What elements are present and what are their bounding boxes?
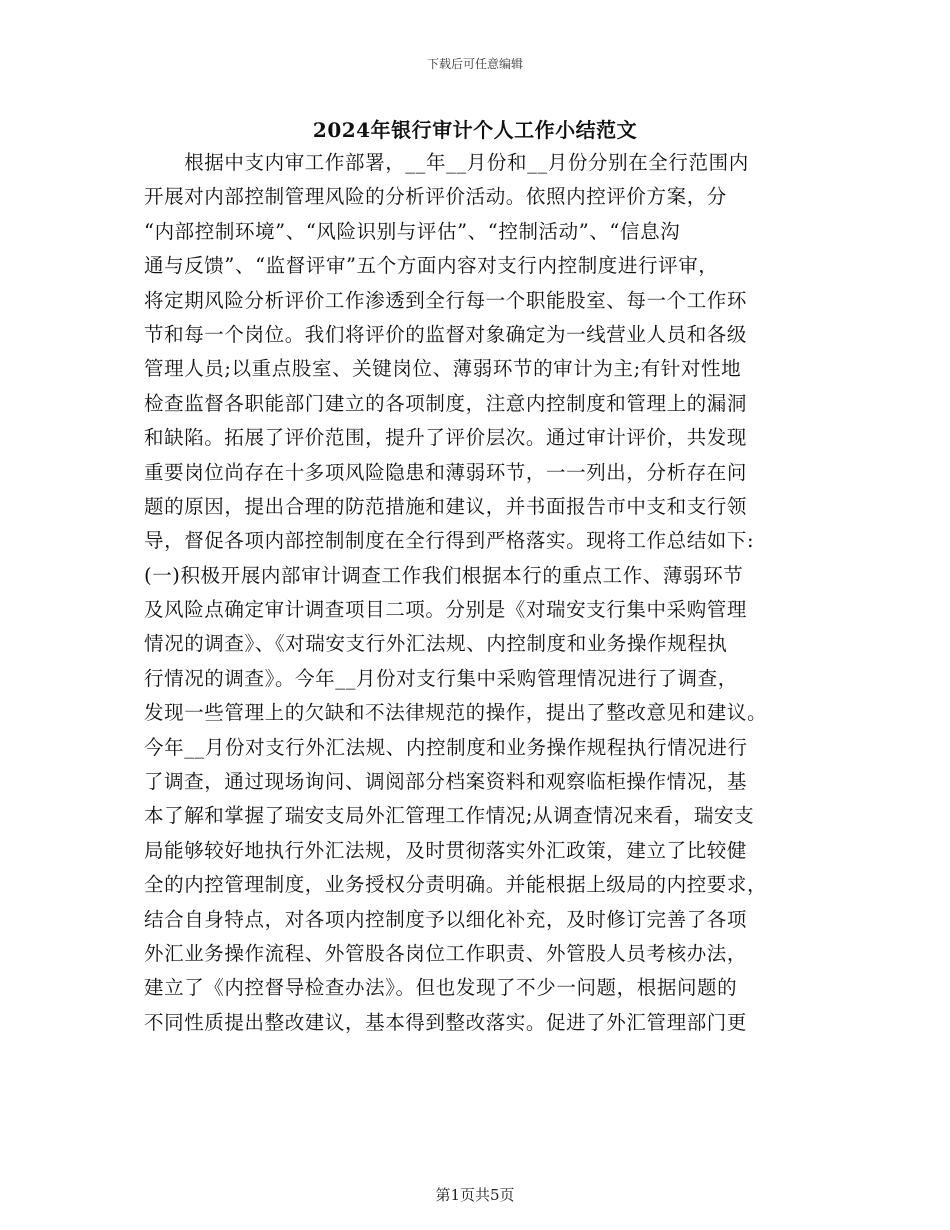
body-line: 发现一些管理上的欠缺和不法律规范的操作，提出了整改意见和建议。 bbox=[144, 701, 768, 725]
body-line: 检查监督各职能部门建立的各项制度，注意内控制度和管理上的漏洞 bbox=[144, 391, 748, 415]
body-line: 开展对内部控制管理风险的分析评价活动。依照内控评价方案，分 bbox=[144, 185, 727, 209]
document-title: 2024年银行审计个人工作小结范文 bbox=[312, 118, 638, 142]
body-line: 及风险点确定审计调查项目二项。分别是《对瑞安支行集中采购管理 bbox=[144, 598, 748, 622]
body-line: 管理人员;以重点股室、关键岗位、薄弱环节的审计为主;有针对性地 bbox=[144, 357, 742, 381]
body-line: 局能够较好地执行外汇法规，及时贯彻落实外汇政策，建立了比较健 bbox=[144, 838, 748, 862]
body-line: 将定期风险分析评价工作渗透到全行每一个职能股室、每一个工作环 bbox=[144, 288, 748, 312]
body-line: 根据中支内审工作部署，__年__月份和__月份分别在全行范围内 bbox=[144, 151, 749, 174]
body-line: 通与反馈”、“监督评审”五个方面内容对支行内控制度进行评审， bbox=[144, 254, 719, 278]
body-line: 题的原因，提出合理的防范措施和建议，并书面报告市中支和支行领 bbox=[144, 494, 748, 518]
body-line: 导，督促各项内部控制制度在全行得到严格落实。现将工作总结如下: bbox=[144, 529, 755, 553]
body-line: 了调查，通过现场询问、调阅部分档案资料和观察临柜操作情况，基 bbox=[144, 770, 748, 794]
body-line: 重要岗位尚存在十多项风险隐患和薄弱环节，一一列出，分析存在问 bbox=[144, 460, 748, 484]
body-line: 情况的调查》、《对瑞安支行外汇法规、内控制度和业务操作规程执 bbox=[144, 632, 728, 656]
body-line: 外汇业务操作流程、外管股各岗位工作职责、外管股人员考核办法， bbox=[144, 941, 748, 965]
body-line: 行情况的调查》。今年__月份对支行集中采购管理情况进行了调查， bbox=[144, 666, 738, 690]
header-note: 下载后可任意编辑 bbox=[426, 57, 523, 71]
body-line: 今年__月份对支行外汇法规、内控制度和业务操作规程执行情况进行 bbox=[144, 735, 748, 759]
body-line: 结合自身特点，对各项内控制度予以细化补充，及时修订完善了各项 bbox=[144, 907, 748, 931]
body-line: 建立了《内控督导检查办法》。但也发现了不少一问题，根据问题的 bbox=[144, 976, 738, 1000]
body-line: 和缺陷。拓展了评价范围，提升了评价层次。通过审计评价，共发现 bbox=[144, 426, 748, 450]
body-line: “内部控制环境”、“风险识别与评估”、“控制活动”、“信息沟 bbox=[144, 219, 681, 243]
body-line: 全的内控管理制度，业务授权分责明确。并能根据上级局的内控要求， bbox=[144, 873, 768, 897]
body-line: (一)积极开展内部审计调查工作我们根据本行的重点工作、薄弱环节 bbox=[144, 563, 744, 587]
body-line: 节和每一个岗位。我们将评价的监督对象确定为一线营业人员和各级 bbox=[144, 322, 748, 346]
body-line: 不同性质提出整改建议，基本得到整改落实。促进了外汇管理部门更 bbox=[144, 1010, 748, 1034]
page-number: 第1页共5页 bbox=[435, 1186, 515, 1204]
body-line: 本了解和掌握了瑞安支局外汇管理工作情况;从调查情况来看，瑞安支 bbox=[144, 804, 755, 828]
document-body bbox=[144, 146, 814, 1040]
